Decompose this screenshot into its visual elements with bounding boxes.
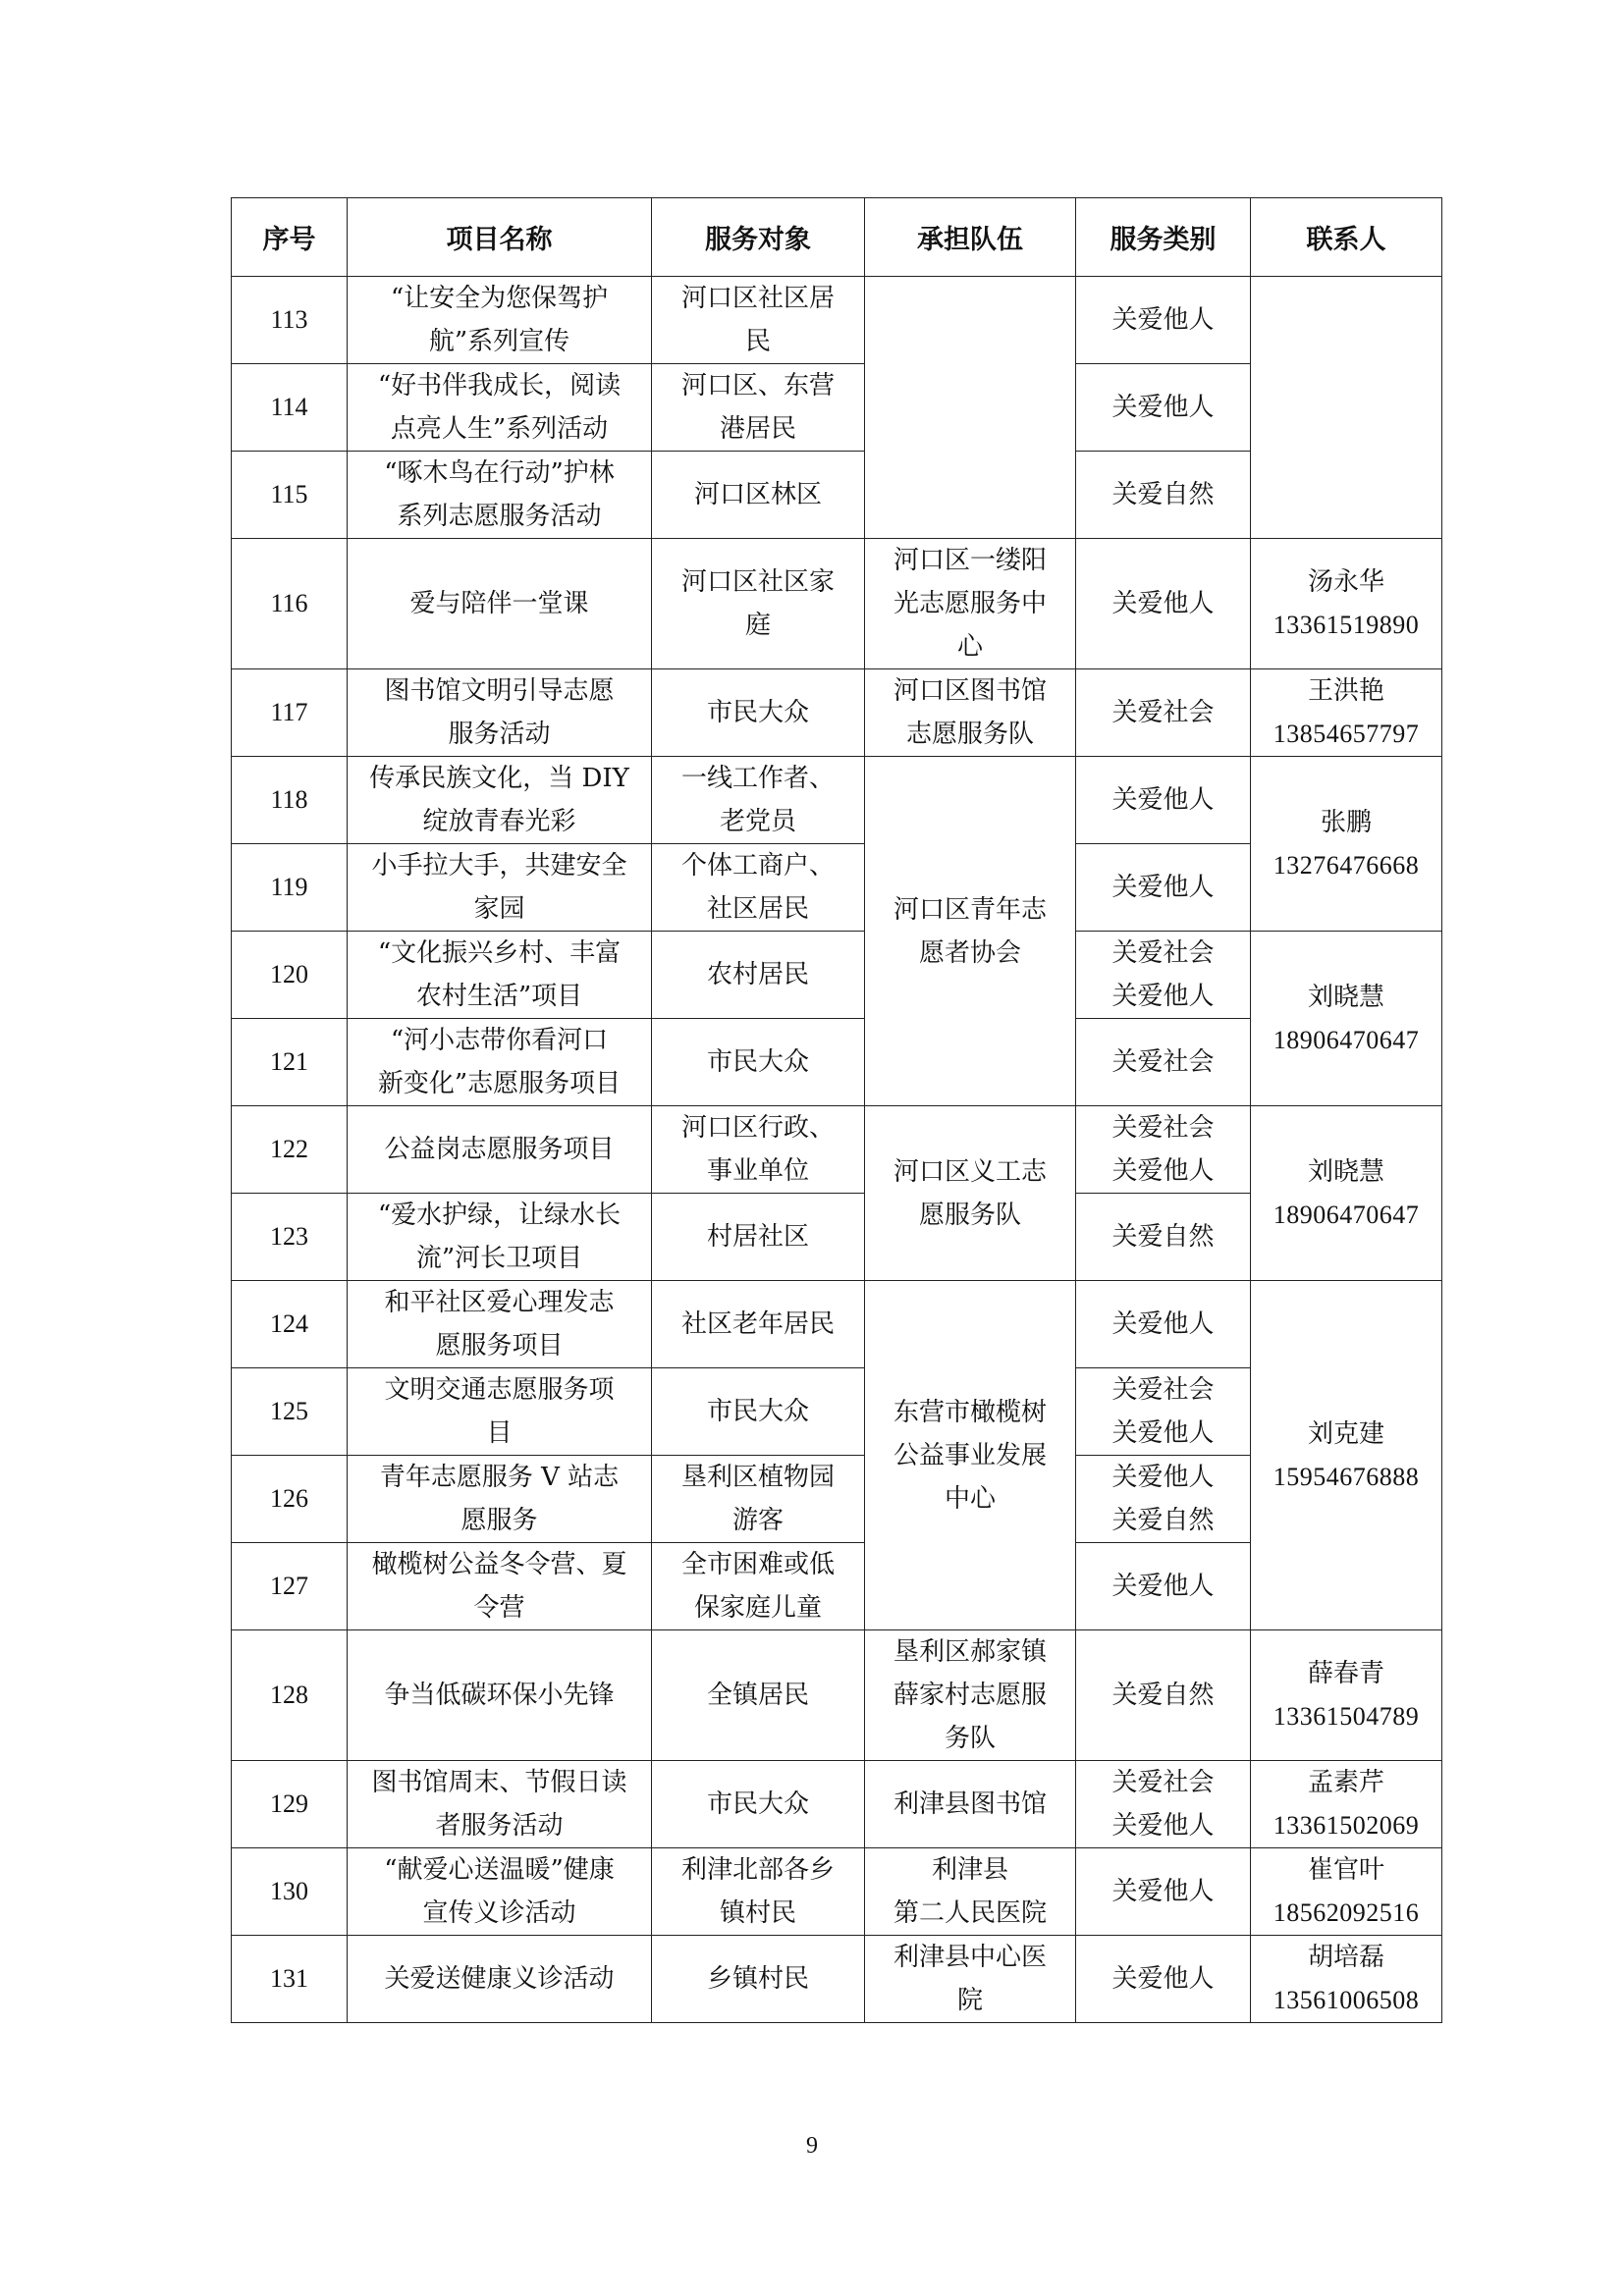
cell-project-name	[348, 1106, 652, 1194]
cell-no: 125	[232, 1368, 348, 1456]
cell-no: 122	[232, 1106, 348, 1194]
text-line: 市民大众	[706, 1789, 809, 1819]
text-line: 系列志愿服务活动	[397, 502, 602, 531]
cell-project-name	[348, 669, 652, 757]
text-line: 关爱送健康义诊活动	[384, 1964, 615, 1994]
cell-category	[1076, 1019, 1251, 1106]
text-line: 关爱社会	[1111, 1768, 1215, 1797]
contact-name: 刘晓慧	[1307, 1156, 1384, 1187]
cell-service-target	[652, 1936, 865, 2023]
contact-name: 崔官叶	[1307, 1855, 1384, 1885]
cell-project-name	[348, 1019, 652, 1106]
cell-team	[865, 277, 1076, 539]
cell-contact	[1251, 1936, 1442, 2023]
cell-no: 114	[232, 364, 348, 452]
cell-category	[1076, 1368, 1251, 1456]
cell-project-name	[348, 539, 652, 669]
table-row	[232, 1281, 1442, 1368]
cell-category	[1076, 1543, 1251, 1630]
contact-name: 刘晓慧	[1307, 982, 1384, 1012]
text-line: 游客	[731, 1506, 784, 1535]
table-row	[232, 1106, 1442, 1194]
text-line: 务队	[944, 1724, 996, 1753]
table-row	[232, 1630, 1442, 1761]
cell-project-name	[348, 844, 652, 932]
table-row	[232, 1936, 1442, 2023]
table-header-row	[232, 198, 1442, 277]
text-line: 家园	[473, 894, 525, 924]
cell-contact	[1251, 1761, 1442, 1848]
cell-service-target	[652, 539, 865, 669]
text-line: 关爱他人	[1111, 1418, 1215, 1448]
text-line: “文化振兴乡村、丰富	[377, 938, 622, 968]
text-line: 关爱社会	[1111, 938, 1215, 968]
cell-service-target	[652, 364, 865, 452]
cell-category	[1076, 1194, 1251, 1281]
cell-service-target	[652, 1019, 865, 1106]
cell-team	[865, 1936, 1076, 2023]
text-line: 全市困难或低	[680, 1550, 835, 1579]
text-line: 东营市橄榄树	[893, 1397, 1047, 1427]
cell-service-target	[652, 277, 865, 364]
table-row	[232, 1848, 1442, 1936]
cell-category	[1076, 669, 1251, 757]
contact-name: 胡培磊	[1307, 1943, 1384, 1972]
cell-no: 116	[232, 539, 348, 669]
cell-no: 131	[232, 1936, 348, 2023]
text-line: 航”系列宣传	[428, 327, 570, 356]
text-line: 关爱社会	[1111, 1375, 1215, 1405]
text-line: 关爱他人	[1111, 393, 1215, 422]
text-line: 传承民族文化，当 DIY	[369, 764, 629, 793]
text-line: 点亮人生”系列活动	[390, 414, 609, 444]
cell-project-name	[348, 1281, 652, 1368]
cell-no: 121	[232, 1019, 348, 1106]
text-line: 小手拉大手，共建安全	[371, 851, 627, 881]
cell-service-target	[652, 1194, 865, 1281]
cell-contact	[1251, 1848, 1442, 1936]
text-line: 争当低碳环保小先锋	[384, 1681, 615, 1710]
table-row	[232, 757, 1442, 844]
text-line: 公益事业发展	[893, 1440, 1047, 1470]
contact-phone: 15954676888	[1272, 1462, 1420, 1491]
text-line: 爱与陪伴一堂课	[409, 589, 589, 618]
cell-category	[1076, 277, 1251, 364]
cell-service-target	[652, 1281, 865, 1368]
text-line: 心	[956, 632, 983, 662]
header-category: 服务类别	[1076, 198, 1251, 277]
cell-project-name	[348, 1368, 652, 1456]
volunteer-projects-table	[231, 197, 1442, 2023]
text-line: 河口区、东营	[680, 371, 835, 400]
text-line: 个体工商户、	[680, 851, 835, 881]
cell-service-target	[652, 1106, 865, 1194]
cell-category	[1076, 844, 1251, 932]
text-line: 一线工作者、	[680, 764, 835, 793]
cell-category	[1076, 1848, 1251, 1936]
cell-service-target	[652, 1368, 865, 1456]
text-line: 保家庭儿童	[693, 1593, 822, 1623]
cell-no: 118	[232, 757, 348, 844]
cell-project-name	[348, 1194, 652, 1281]
text-line: 关爱他人	[1111, 589, 1215, 618]
text-line: “让安全为您保驾护	[390, 284, 609, 313]
text-line: 目	[486, 1418, 513, 1448]
table-body	[232, 277, 1442, 2023]
cell-no: 124	[232, 1281, 348, 1368]
text-line: 河口区林区	[693, 480, 822, 509]
text-line: 关爱自然	[1111, 480, 1215, 509]
text-line: 社区居民	[706, 894, 809, 924]
table-row	[232, 277, 1442, 364]
contact-phone: 13361519890	[1272, 611, 1420, 639]
text-line: 图书馆文明引导志愿	[384, 676, 615, 706]
text-line: 河口区行政、	[680, 1113, 835, 1143]
contact-phone: 18906470647	[1272, 1025, 1420, 1054]
cell-contact	[1251, 539, 1442, 669]
cell-no: 130	[232, 1848, 348, 1936]
text-line: 事业单位	[706, 1156, 809, 1186]
cell-contact	[1251, 757, 1442, 932]
cell-contact	[1251, 932, 1442, 1106]
table-row	[232, 1761, 1442, 1848]
header-service-target: 服务对象	[652, 198, 865, 277]
text-line: 关爱他人	[1111, 305, 1215, 335]
contact-phone: 13361504789	[1272, 1702, 1420, 1731]
cell-project-name	[348, 1456, 652, 1543]
cell-team	[865, 1848, 1076, 1936]
cell-service-target	[652, 452, 865, 539]
cell-service-target	[652, 1848, 865, 1936]
text-line: “爱水护绿，让绿水长	[377, 1201, 622, 1230]
cell-team	[865, 757, 1076, 1106]
text-line: “好书伴我成长，阅读	[377, 371, 622, 400]
text-line: 关爱社会	[1111, 1113, 1215, 1143]
text-line: 志愿服务队	[905, 720, 1034, 749]
cell-contact	[1251, 1630, 1442, 1761]
text-line: 院	[956, 1986, 983, 2015]
header-no: 序号	[232, 198, 348, 277]
contact-phone: 18562092516	[1272, 1898, 1420, 1927]
text-line: 橄榄树公益冬令营、夏	[371, 1550, 627, 1579]
cell-no: 123	[232, 1194, 348, 1281]
text-line: 关爱他人	[1111, 785, 1215, 815]
cell-team	[865, 1630, 1076, 1761]
cell-team	[865, 539, 1076, 669]
text-line: 农村居民	[706, 960, 809, 989]
contact-phone: 13361502069	[1272, 1811, 1420, 1840]
text-line: 关爱他人	[1111, 1877, 1215, 1906]
text-line: 关爱他人	[1111, 1811, 1215, 1841]
text-line: 关爱他人	[1111, 982, 1215, 1011]
text-line: 服务活动	[448, 720, 551, 749]
text-line: 关爱自然	[1111, 1506, 1215, 1535]
text-line: 利津县	[931, 1855, 1008, 1885]
cell-contact	[1251, 1281, 1442, 1630]
contact-name: 孟素芹	[1307, 1768, 1384, 1797]
cell-project-name	[348, 1543, 652, 1630]
contact-name: 汤永华	[1307, 567, 1384, 597]
text-line: 河口区一缕阳	[893, 546, 1047, 575]
text-line: 关爱他人	[1111, 1964, 1215, 1994]
text-line: 乡镇村民	[706, 1964, 809, 1994]
cell-service-target	[652, 1543, 865, 1630]
text-line: 河口区社区居	[680, 284, 835, 313]
text-line: 愿服务队	[918, 1200, 1021, 1230]
text-line: 公益岗志愿服务项目	[384, 1135, 615, 1164]
header-team: 承担队伍	[865, 198, 1076, 277]
text-line: 镇村民	[719, 1898, 796, 1928]
cell-category	[1076, 757, 1251, 844]
text-line: 关爱他人	[1111, 1156, 1215, 1186]
cell-category	[1076, 1936, 1251, 2023]
header-project-name: 项目名称	[348, 198, 652, 277]
cell-no: 120	[232, 932, 348, 1019]
header-contact: 联系人	[1251, 198, 1442, 277]
cell-contact	[1251, 277, 1442, 539]
text-line: 愿服务项目	[435, 1331, 564, 1361]
contact-phone: 18906470647	[1272, 1200, 1420, 1229]
text-line: 流”河长卫项目	[415, 1244, 583, 1273]
text-line: “啄木鸟在行动”护林	[384, 458, 615, 488]
text-line: 市民大众	[706, 1397, 809, 1426]
text-line: 第二人民医院	[893, 1898, 1047, 1928]
cell-no: 115	[232, 452, 348, 539]
text-line: 文明交通志愿服务项	[384, 1375, 615, 1405]
cell-no: 128	[232, 1630, 348, 1761]
text-line: 青年志愿服务 V 站志	[379, 1463, 620, 1492]
cell-project-name	[348, 452, 652, 539]
cell-no: 127	[232, 1543, 348, 1630]
cell-team	[865, 1761, 1076, 1848]
cell-team	[865, 669, 1076, 757]
contact-name: 王洪艳	[1307, 676, 1384, 706]
cell-project-name	[348, 1936, 652, 2023]
text-line: 全镇居民	[706, 1681, 809, 1710]
cell-category	[1076, 1761, 1251, 1848]
cell-project-name	[348, 1630, 652, 1761]
cell-no: 117	[232, 669, 348, 757]
contact-name: 刘克建	[1307, 1418, 1384, 1449]
cell-category	[1076, 452, 1251, 539]
text-line: 宣传义诊活动	[422, 1898, 576, 1928]
text-line: 庭	[744, 611, 771, 640]
cell-contact	[1251, 669, 1442, 757]
cell-category	[1076, 1456, 1251, 1543]
text-line: 关爱他人	[1111, 1463, 1215, 1492]
text-line: 关爱自然	[1111, 1222, 1215, 1252]
text-line: 市民大众	[706, 698, 809, 727]
text-line: 中心	[944, 1483, 996, 1514]
cell-service-target	[652, 1761, 865, 1848]
contact-name: 薛春青	[1307, 1659, 1384, 1688]
text-line: 关爱他人	[1111, 1572, 1215, 1601]
cell-no: 119	[232, 844, 348, 932]
text-line: 薛家村志愿服	[893, 1681, 1047, 1710]
text-line: 关爱社会	[1111, 1047, 1215, 1077]
text-line: 关爱社会	[1111, 698, 1215, 727]
text-line: 和平社区爱心理发志	[384, 1288, 615, 1317]
text-line: 愿服务	[460, 1506, 538, 1535]
cell-service-target	[652, 757, 865, 844]
text-line: 光志愿服务中	[893, 589, 1047, 618]
cell-no: 129	[232, 1761, 348, 1848]
cell-category	[1076, 1106, 1251, 1194]
cell-team	[865, 1281, 1076, 1630]
contact-phone: 13854657797	[1272, 720, 1420, 748]
text-line: 令营	[473, 1593, 525, 1623]
cell-project-name	[348, 277, 652, 364]
text-line: 港居民	[719, 414, 796, 444]
text-line: 民	[744, 327, 771, 356]
text-line: 利津北部各乡	[680, 1855, 835, 1885]
text-line: 河口区义工志	[893, 1156, 1047, 1187]
cell-project-name	[348, 1761, 652, 1848]
text-line: 村居社区	[706, 1222, 809, 1252]
cell-category	[1076, 1630, 1251, 1761]
cell-project-name	[348, 757, 652, 844]
cell-project-name	[348, 932, 652, 1019]
text-line: 垦利区郝家镇	[893, 1637, 1047, 1667]
text-line: “献爱心送温暖”健康	[384, 1855, 615, 1885]
table-row	[232, 539, 1442, 669]
cell-category	[1076, 932, 1251, 1019]
text-line: 新变化”志愿服务项目	[377, 1069, 622, 1098]
cell-category	[1076, 364, 1251, 452]
cell-project-name	[348, 364, 652, 452]
text-line: 河口区青年志	[893, 894, 1047, 925]
cell-no: 113	[232, 277, 348, 364]
text-line: 社区老年居民	[680, 1309, 835, 1339]
contact-phone: 13276476668	[1272, 850, 1420, 880]
text-line: 关爱他人	[1111, 873, 1215, 902]
table-row	[232, 932, 1442, 1019]
text-line: 市民大众	[706, 1047, 809, 1077]
cell-service-target	[652, 1630, 865, 1761]
contact-name: 张鹏	[1320, 807, 1372, 837]
cell-category	[1076, 539, 1251, 669]
text-line: 老党员	[719, 807, 796, 836]
cell-service-target	[652, 932, 865, 1019]
text-line: 者服务活动	[435, 1811, 564, 1841]
cell-category	[1076, 1281, 1251, 1368]
table-row	[232, 669, 1442, 757]
text-line: 图书馆周末、节假日读	[371, 1768, 627, 1797]
text-line: 河口区图书馆	[893, 676, 1047, 706]
cell-no: 126	[232, 1456, 348, 1543]
contact-phone: 13561006508	[1272, 1986, 1420, 2014]
cell-service-target	[652, 669, 865, 757]
text-line: 利津县图书馆	[893, 1789, 1047, 1819]
text-line: 河口区社区家	[680, 567, 835, 597]
page-number: 9	[806, 2133, 818, 2159]
text-line: “河小志带你看河口	[390, 1026, 609, 1055]
text-line: 利津县中心医	[893, 1943, 1047, 1972]
cell-team	[865, 1106, 1076, 1281]
text-line: 关爱自然	[1111, 1681, 1215, 1710]
text-line: 愿者协会	[918, 937, 1021, 968]
text-line: 绽放青春光彩	[422, 807, 576, 836]
cell-project-name	[348, 1848, 652, 1936]
text-line: 垦利区植物园	[680, 1463, 835, 1492]
cell-service-target	[652, 1456, 865, 1543]
text-line: 关爱他人	[1111, 1309, 1215, 1339]
cell-service-target	[652, 844, 865, 932]
text-line: 农村生活”项目	[415, 982, 583, 1011]
cell-contact	[1251, 1106, 1442, 1281]
